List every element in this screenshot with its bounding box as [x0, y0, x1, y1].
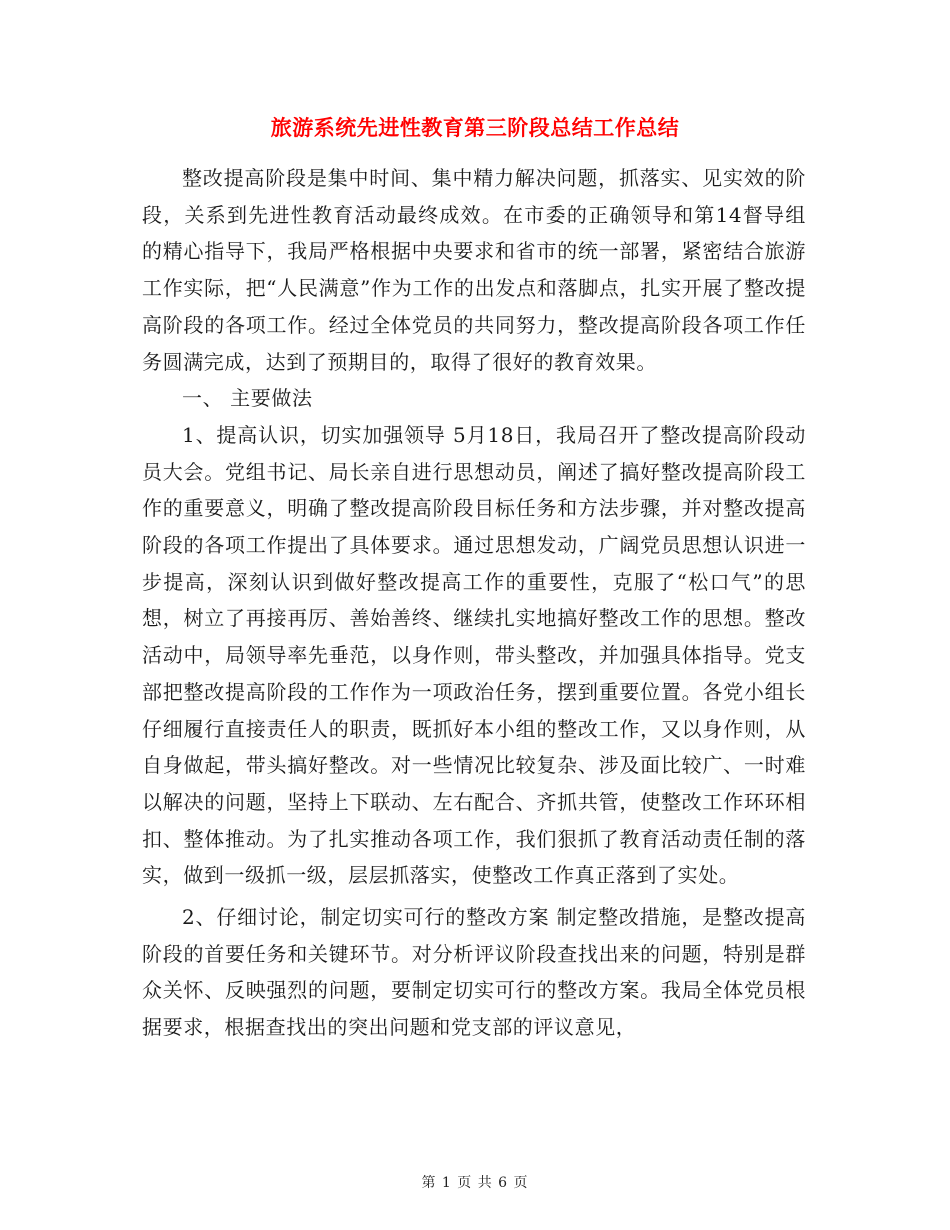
section-heading-main-methods: 一、 主要做法: [182, 386, 313, 411]
paragraph-intro: 整改提高阶段是集中时间、集中精力解决问题，抓落实、见实效的阶段，关系到先进性教育活动最终成效。在市委的正确领导和第14督导组的精心指导下，我局严格根据中央要求和省市的统一部署，紧密结合旅游工作实际，把“人民满意”作为工作的出发点和落脚点，扎实开展了整改提高阶段的各项工作。经过全体党员的共同努力，整改提高阶段各项工作任务圆满完成，达到了预期目的，取得了很好的教育效果。: [142, 166, 806, 374]
paragraph-item-2: 2、仔细讨论，制定切实可行的整改方案 制定整改措施，是整改提高阶段的首要任务和关键环节。对分析评议阶段查找出来的问题，特别是群众关怀、反映强烈的问题，要制定切实可行的整改方案。我局全体党员根据要求，根据查找出的突出问题和党支部的评议意见，: [142, 905, 806, 1040]
document-body: [142, 160, 806, 1046]
paragraph-item-1: 1、提高认识，切实加强领导 5月18日，我局召开了整改提高阶段动员大会。党组书记、局长亲自进行思想动员，阐述了搞好整改提高阶段工作的重要意义，明确了整改提高阶段目标任务和方法步骤，并对整改提高阶段的各项工作提出了具体要求。通过思想发动，广阔党员思想认识进一步提高，深刻认识到做好整改提高工作的重要性，克服了“松口气”的思想，树立了再接再厉、善始善终、继续扎实地搞好整改工作的思想。整改活动中，局领导率先垂范，以身作则，带头整改，并加强具体指导。党支部把整改提高阶段的工作作为一项政治任务，摆到重要位置。各党小组长仔细履行直接责任人的职责，既抓好本小组的整改工作，又以身作则，从自身做起，带头搞好整改。对一些情况比较复杂、涉及面比较广、一时难以解决的问题，坚持上下联动、左右配合、齐抓共管，使整改工作环环相扣、整体推动。为了扎实推动各项工作，我们狠抓了教育活动责任制的落实，做到一级抓一级，层层抓落实，使整改工作真正落到了实处。: [142, 422, 806, 888]
document-title: 旅游系统先进性教育第三阶段总结工作总结: [270, 116, 680, 140]
page-number-footer: 第 1 页 共 6 页: [421, 1175, 529, 1191]
